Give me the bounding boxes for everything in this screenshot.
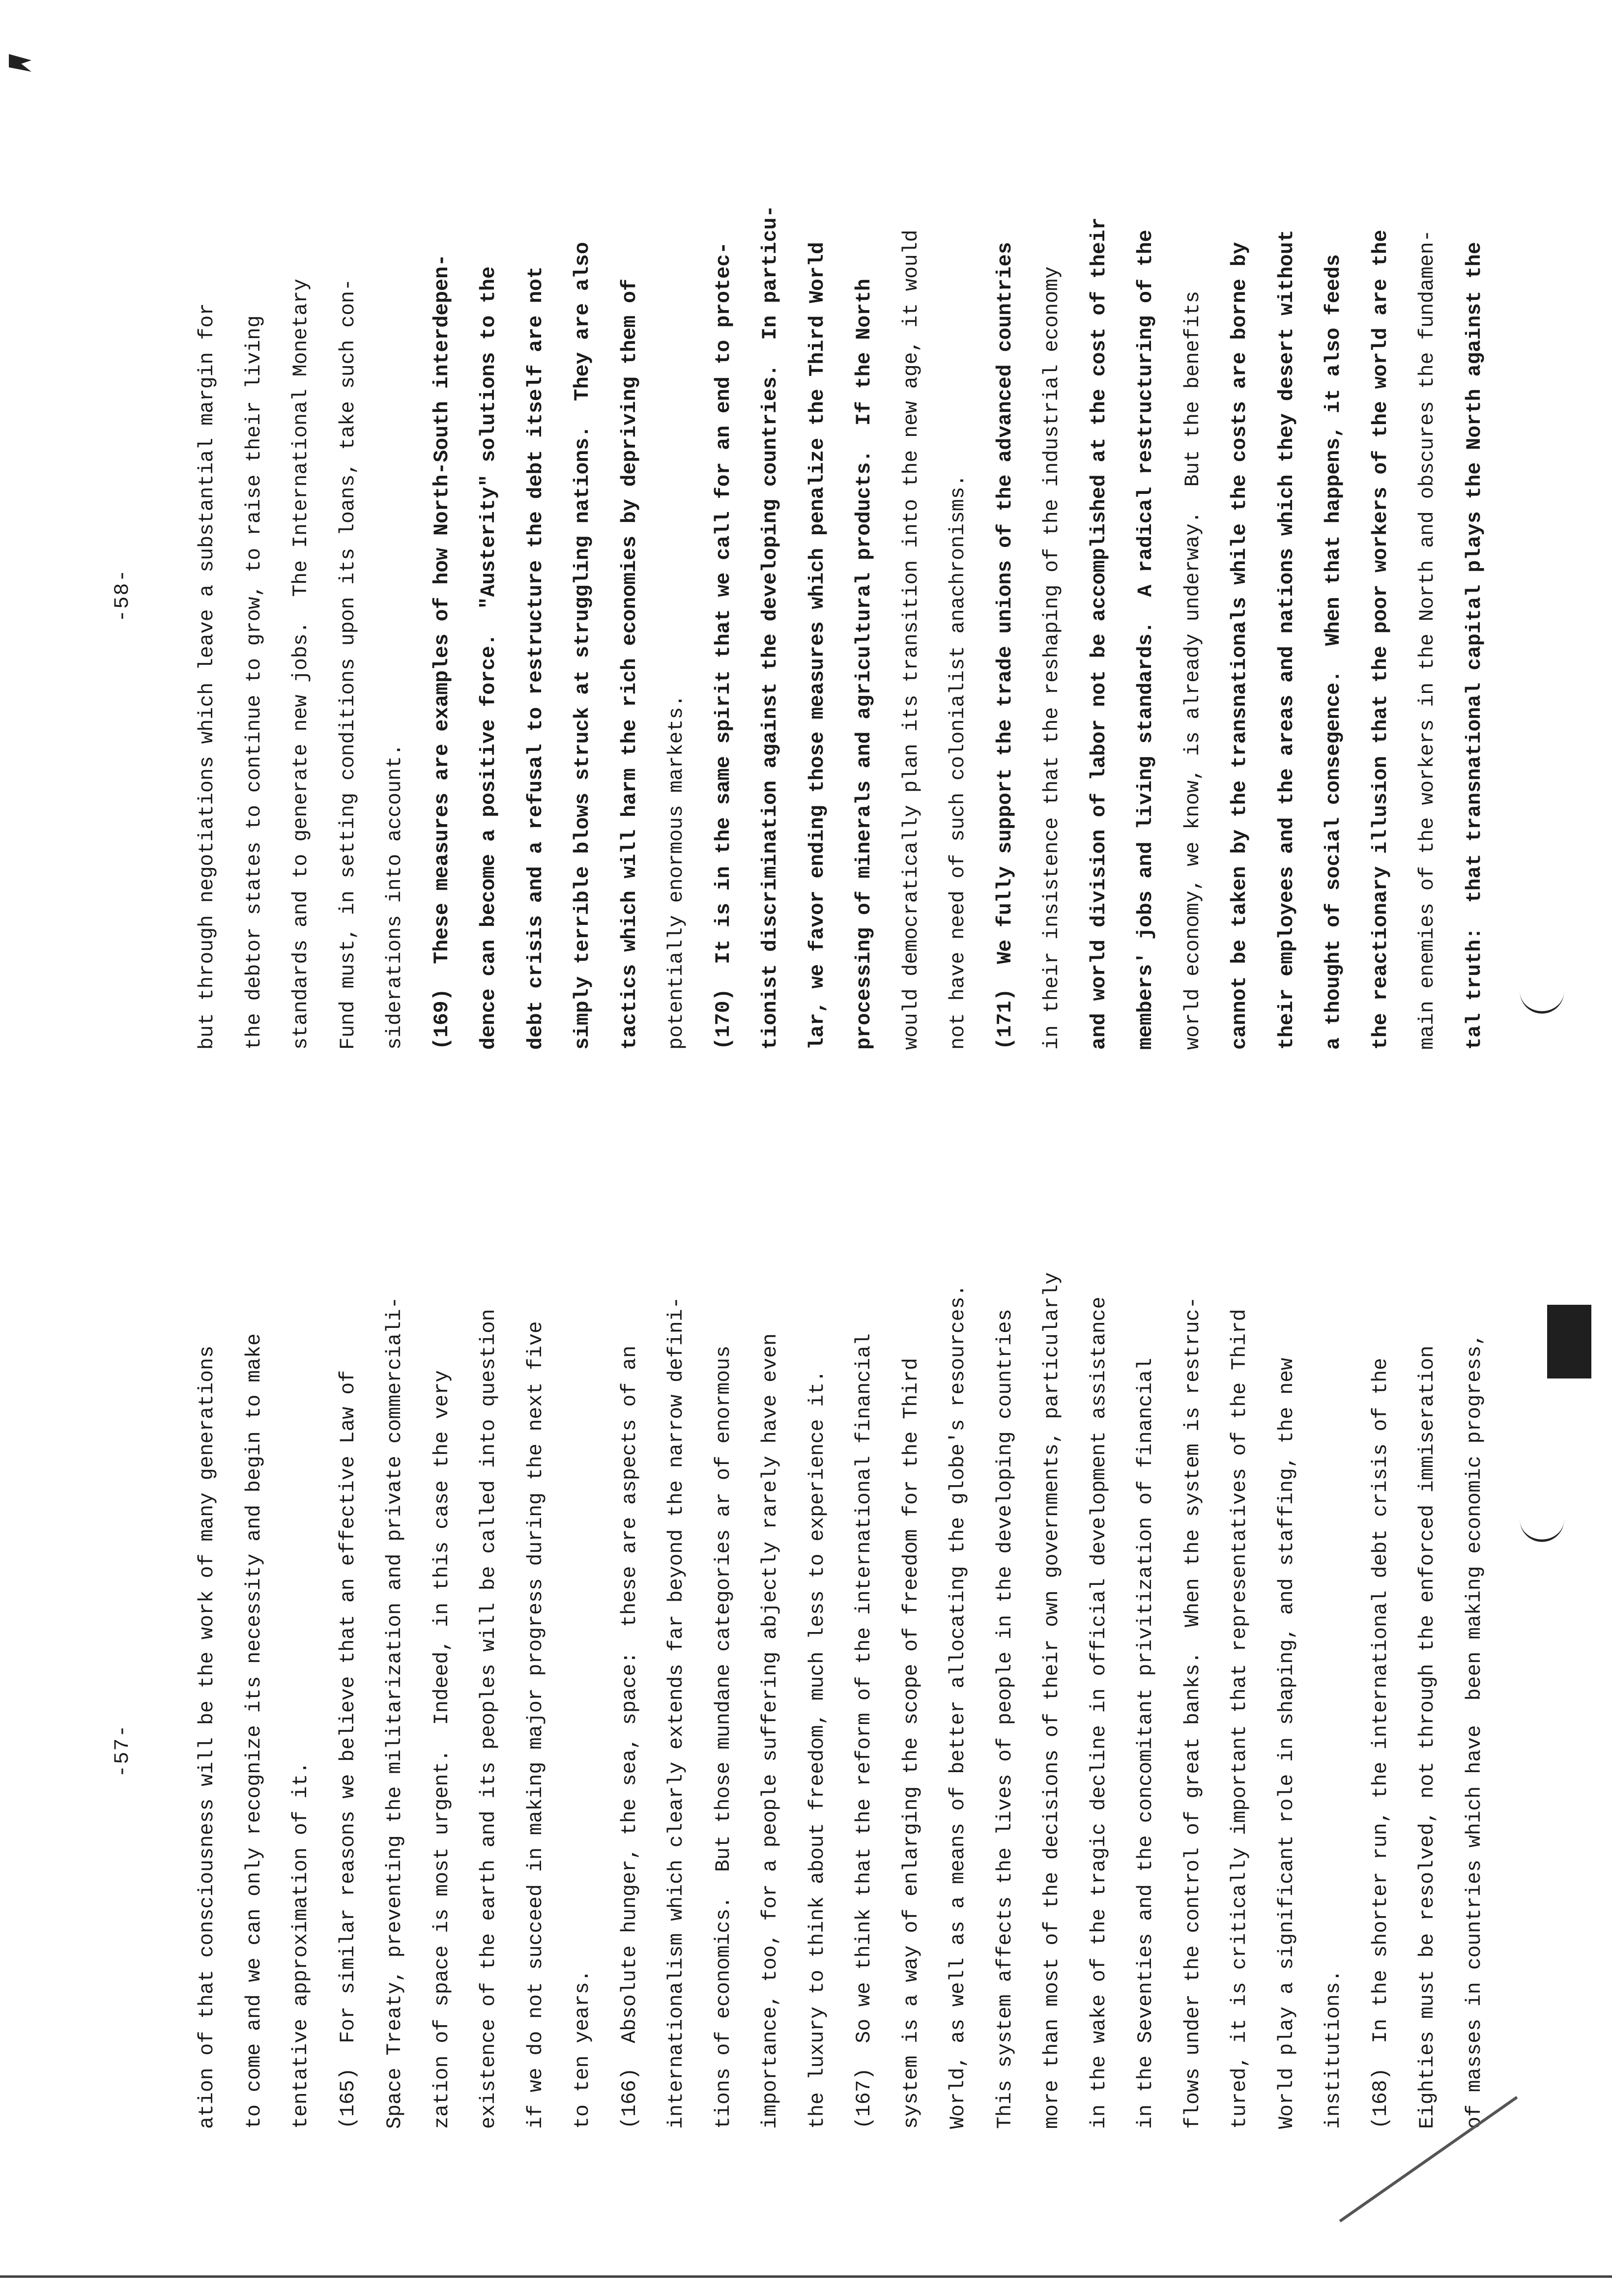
text-line: more than most of the decisions of their own governments, particularly [1040, 1272, 1064, 2129]
page-body [184, 205, 1498, 1050]
text-line: ation of that consciousness will be the work of many generations [196, 1346, 219, 2129]
text-line: the reactionary illusion that the poor workers of the world are the [1369, 230, 1392, 1050]
page-number: -58- [111, 569, 134, 622]
text-line: in the Seventies and the concomitant privitization of financial [1134, 1358, 1157, 2129]
text-line: internationalism which clearly extends far beyond the narrow defini- [665, 1296, 688, 2129]
text-line: main enemies of the workers in the North and obscures the fundamen- [1416, 230, 1439, 1050]
text-line: tionist discrimination against the developing countries. In particu- [759, 205, 782, 1050]
text-line: (168) In the shorter run, the international debt crisis of the [1369, 1358, 1392, 2129]
text-line: importance, too, for a people suffering abjectly rarely have even [759, 1333, 782, 2129]
text-line: world economy, we know, is already underway. But the benefits [1181, 290, 1205, 1050]
text-line: zation of space is most urgent. Indeed, in this case the very [430, 1370, 454, 2129]
text-line: institutions. [1322, 1970, 1345, 2129]
text-line: siderations into account. [383, 744, 406, 1050]
text-line: tal truth: that transnational capital plays the North against the [1463, 242, 1486, 1050]
text-line: a thought of social consegence. When that happens, it also feeds [1322, 254, 1345, 1050]
text-line: to ten years. [571, 1970, 594, 2129]
page-body [184, 1272, 1498, 2129]
scan-edge-strip [1547, 1305, 1591, 1378]
text-line: (167) So we think that the reform of the international financial [853, 1333, 876, 2129]
text-line: but through negotiations which leave a substantial margin for [196, 303, 219, 1050]
text-line: processing of minerals and agricultural products. If the North [853, 279, 876, 1050]
text-line: dence can become a positive force. "Austerity" solutions to the [477, 266, 500, 1050]
text-line: flows under the control of great banks. When the system is restruc- [1181, 1296, 1205, 2129]
text-line: cannot be taken by the transnationals while the costs are borne by [1228, 242, 1251, 1050]
text-line: (171) We fully support the trade unions of the advanced countries [993, 242, 1017, 1050]
text-line: not have need of such colonialist anachronisms. [947, 474, 970, 1050]
scan-fold-line [0, 2275, 1612, 2278]
text-line: tions of economics. But those mundane categories ar of enormous [712, 1346, 735, 2129]
text-line: tured, it is critically important that representatives of the Third [1228, 1309, 1251, 2129]
text-line: (170) It is in the same spirit that we call for an end to protec- [712, 242, 735, 1050]
text-line: tentative approximation of it. [289, 1761, 313, 2129]
text-line: existence of the earth and its peoples will be called into question [477, 1309, 500, 2129]
text-line: if we do not succeed in making major progress during the next five [524, 1321, 547, 2129]
text-line: in the wake of the tragic decline in official development assistance [1087, 1296, 1111, 2129]
text-line: This system affects the lives of people in the developing countries [993, 1309, 1017, 2129]
page-number: -57- [111, 1724, 134, 1778]
text-line: World play a significant role in shaping, and staffing, the new [1275, 1358, 1298, 2129]
text-line: (166) Absolute hunger, the sea, space: these are aspects of an [618, 1346, 641, 2129]
text-line: Eighties must be resolved, not through the enforced immiseration [1416, 1346, 1439, 2129]
page-57 [0, 1148, 1612, 2296]
text-line: standards and to generate new jobs. The International Monetary [289, 279, 313, 1050]
text-line: potentially enormous markets. [665, 694, 688, 1050]
text-line: Fund must, in setting conditions upon its loans, take such con- [336, 279, 360, 1050]
text-line: Space Treaty, preventing the militarization and private commerciali- [383, 1296, 406, 2129]
text-line: members' jobs and living standards. A radical restructuring of the [1134, 230, 1157, 1050]
text-line: World, as well as a means of better allocating the globe's resources. [947, 1284, 970, 2129]
text-line: simply terrible blows struck at struggling nations. They are also [571, 242, 594, 1050]
text-line: the luxury to think about freedom, much less to experience it. [806, 1370, 829, 2129]
text-line: of masses in countries which have been making economic progress, [1463, 1333, 1486, 2129]
text-line: and world division of labor not be accomplished at the cost of their [1087, 217, 1111, 1050]
text-line: tactics which will harm the rich economies by depriving them of [618, 279, 641, 1050]
text-line: lar, we favor ending those measures which penalize the Third World [806, 242, 829, 1050]
text-line: the debtor states to continue to grow, to raise their living [242, 315, 266, 1050]
text-line: would democratically plan its transition into the new age, it would [899, 230, 923, 1050]
text-line: (169) These measures are examples of how North-South interdepen- [430, 254, 454, 1050]
text-line: (165) For similar reasons we believe that an effective Law of [336, 1370, 360, 2129]
text-line: system is a way of enlarging the scope of freedom for the Third [899, 1358, 923, 2129]
text-line: in their insistence that the reshaping of the industrial economy [1040, 266, 1064, 1050]
text-line: debt crisis and a refusal to restructure the debt itself are not [524, 266, 547, 1050]
text-line: to come and we can only recognize its necessity and begin to make [242, 1333, 266, 2129]
text-line: their employees and the areas and nations which they desert without [1275, 230, 1298, 1050]
